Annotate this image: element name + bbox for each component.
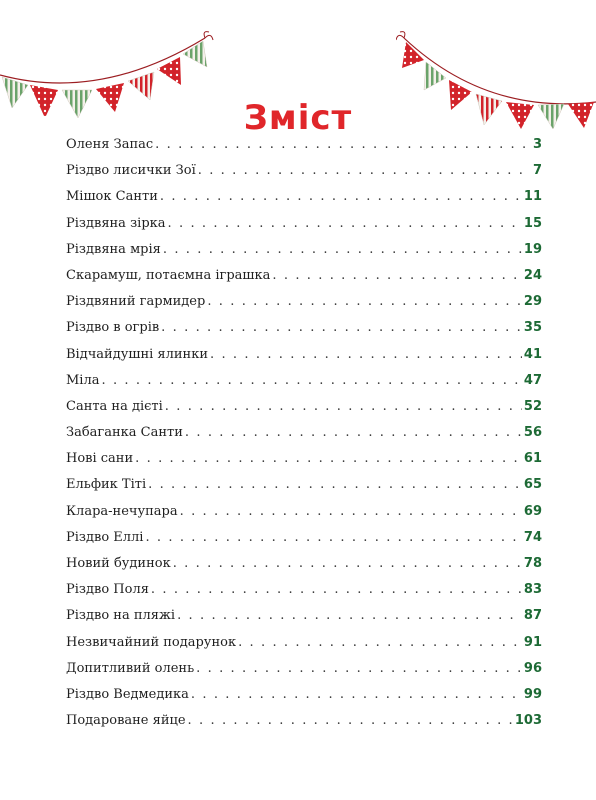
toc-entry-page-number: 61 (523, 451, 542, 467)
dot-leader (207, 294, 522, 309)
toc-entry-title: Нові сани (66, 451, 134, 467)
toc-entry[interactable] (66, 216, 542, 242)
dot-leader (155, 137, 531, 152)
dot-leader (173, 556, 522, 571)
toc-entry[interactable] (66, 608, 542, 634)
toc-entry-page-number: 52 (523, 398, 542, 414)
toc-entry-page-number: 29 (523, 294, 542, 310)
toc-entry[interactable] (66, 425, 542, 451)
toc-entry-title: Відчайдушні ялинки (66, 346, 208, 362)
toc-entry[interactable] (66, 347, 542, 373)
page-title: Зміст (243, 98, 353, 138)
toc-entry-page-number: 24 (523, 267, 542, 283)
toc-entry-title: Різдвяна зірка (66, 215, 166, 231)
toc-entry-title: Скарамуш, потаємна іграшка (66, 267, 271, 283)
dot-leader (168, 216, 522, 231)
toc-entry-page-number: 35 (523, 320, 542, 336)
toc-entry-title: Ельфик Тіті (66, 477, 147, 493)
toc-entry-page-number: 99 (523, 686, 542, 702)
dot-leader (148, 477, 522, 492)
toc-entry-title: Різдво Еллі (66, 529, 144, 545)
toc-entry-page-number: 91 (523, 634, 542, 650)
toc-entry-page-number: 65 (523, 477, 542, 493)
toc-entry-page-number: 74 (523, 529, 542, 545)
dot-leader (135, 451, 522, 466)
toc-entry-title: Різдво на пляжі (66, 608, 176, 624)
toc-entry-page-number: 69 (523, 503, 542, 519)
toc-entry-page-number: 47 (523, 372, 542, 388)
toc-entry-page-number: 96 (523, 660, 542, 676)
toc-entry[interactable] (66, 556, 542, 582)
toc-entry-title: Новий будинок (66, 556, 171, 571)
toc-entry-title: Різдво в огрів (66, 320, 160, 336)
dot-leader (145, 530, 521, 545)
dot-leader (198, 163, 531, 178)
toc-entry-page-number: 3 (532, 137, 542, 152)
table-of-contents (66, 137, 542, 739)
toc-entry-page-number: 56 (523, 425, 542, 441)
toc-entry[interactable] (66, 189, 542, 215)
toc-entry[interactable] (66, 294, 542, 320)
toc-entry-title: Забаганка Санти (66, 425, 183, 441)
toc-entry-page-number: 87 (523, 608, 542, 624)
toc-entry-title: Різдво Ведмедика (66, 686, 189, 702)
toc-entry-title: Допитливий олень (66, 660, 195, 676)
toc-entry-page-number: 103 (514, 713, 542, 729)
toc-entry-title: Клара-нечупара (66, 503, 178, 519)
toc-entry-title: Різдво Поля (66, 582, 149, 598)
toc-entry-page-number: 78 (523, 556, 542, 571)
dot-leader (185, 425, 522, 440)
toc-entry[interactable] (66, 242, 542, 268)
toc-entry[interactable] (66, 373, 542, 399)
dot-leader (163, 242, 522, 257)
dot-leader (151, 582, 522, 597)
dot-leader (272, 268, 522, 283)
toc-entry[interactable] (66, 451, 542, 477)
toc-entry-title: Різдвяний гармидер (66, 294, 206, 310)
dot-leader (161, 320, 522, 335)
dot-leader (101, 373, 521, 388)
dot-leader (191, 687, 522, 702)
toc-entry[interactable] (66, 687, 542, 713)
toc-entry[interactable] (66, 163, 542, 189)
dot-leader (160, 189, 522, 204)
dot-leader (188, 713, 513, 728)
toc-entry[interactable] (66, 530, 542, 556)
toc-entry-title: Подароване яйце (66, 713, 186, 729)
toc-entry[interactable] (66, 399, 542, 425)
toc-entry-title: Різдвяна мрія (66, 241, 161, 257)
toc-entry[interactable] (66, 268, 542, 294)
toc-entry-page-number: 41 (523, 346, 542, 362)
toc-entry[interactable] (66, 320, 542, 346)
toc-entry-title: Санта на дієті (66, 398, 163, 414)
toc-entry[interactable] (66, 582, 542, 608)
toc-entry-title: Міла (66, 372, 100, 388)
toc-entry-title: Незвичайний подарунок (66, 634, 237, 650)
dot-leader (238, 635, 522, 650)
toc-entry[interactable] (66, 635, 542, 661)
toc-entry[interactable] (66, 477, 542, 503)
toc-entry-page-number: 11 (523, 189, 542, 205)
toc-entry-title: Різдво лисички Зої (66, 163, 196, 179)
toc-entry[interactable] (66, 504, 542, 530)
toc-entry-page-number: 83 (523, 582, 542, 598)
toc-entry-page-number: 7 (532, 163, 542, 179)
toc-entry-title: Оленя Запас (66, 137, 154, 152)
toc-entry[interactable] (66, 713, 542, 739)
toc-entry-title: Мішок Санти (66, 189, 158, 205)
toc-entry-page-number: 15 (523, 215, 542, 231)
toc-entry[interactable] (66, 661, 542, 687)
dot-leader (210, 347, 522, 362)
dot-leader (165, 399, 522, 414)
dot-leader (180, 504, 522, 519)
dot-leader (177, 608, 522, 623)
toc-entry[interactable] (66, 137, 542, 163)
toc-entry-page-number: 19 (523, 241, 542, 257)
dot-leader (196, 661, 522, 676)
